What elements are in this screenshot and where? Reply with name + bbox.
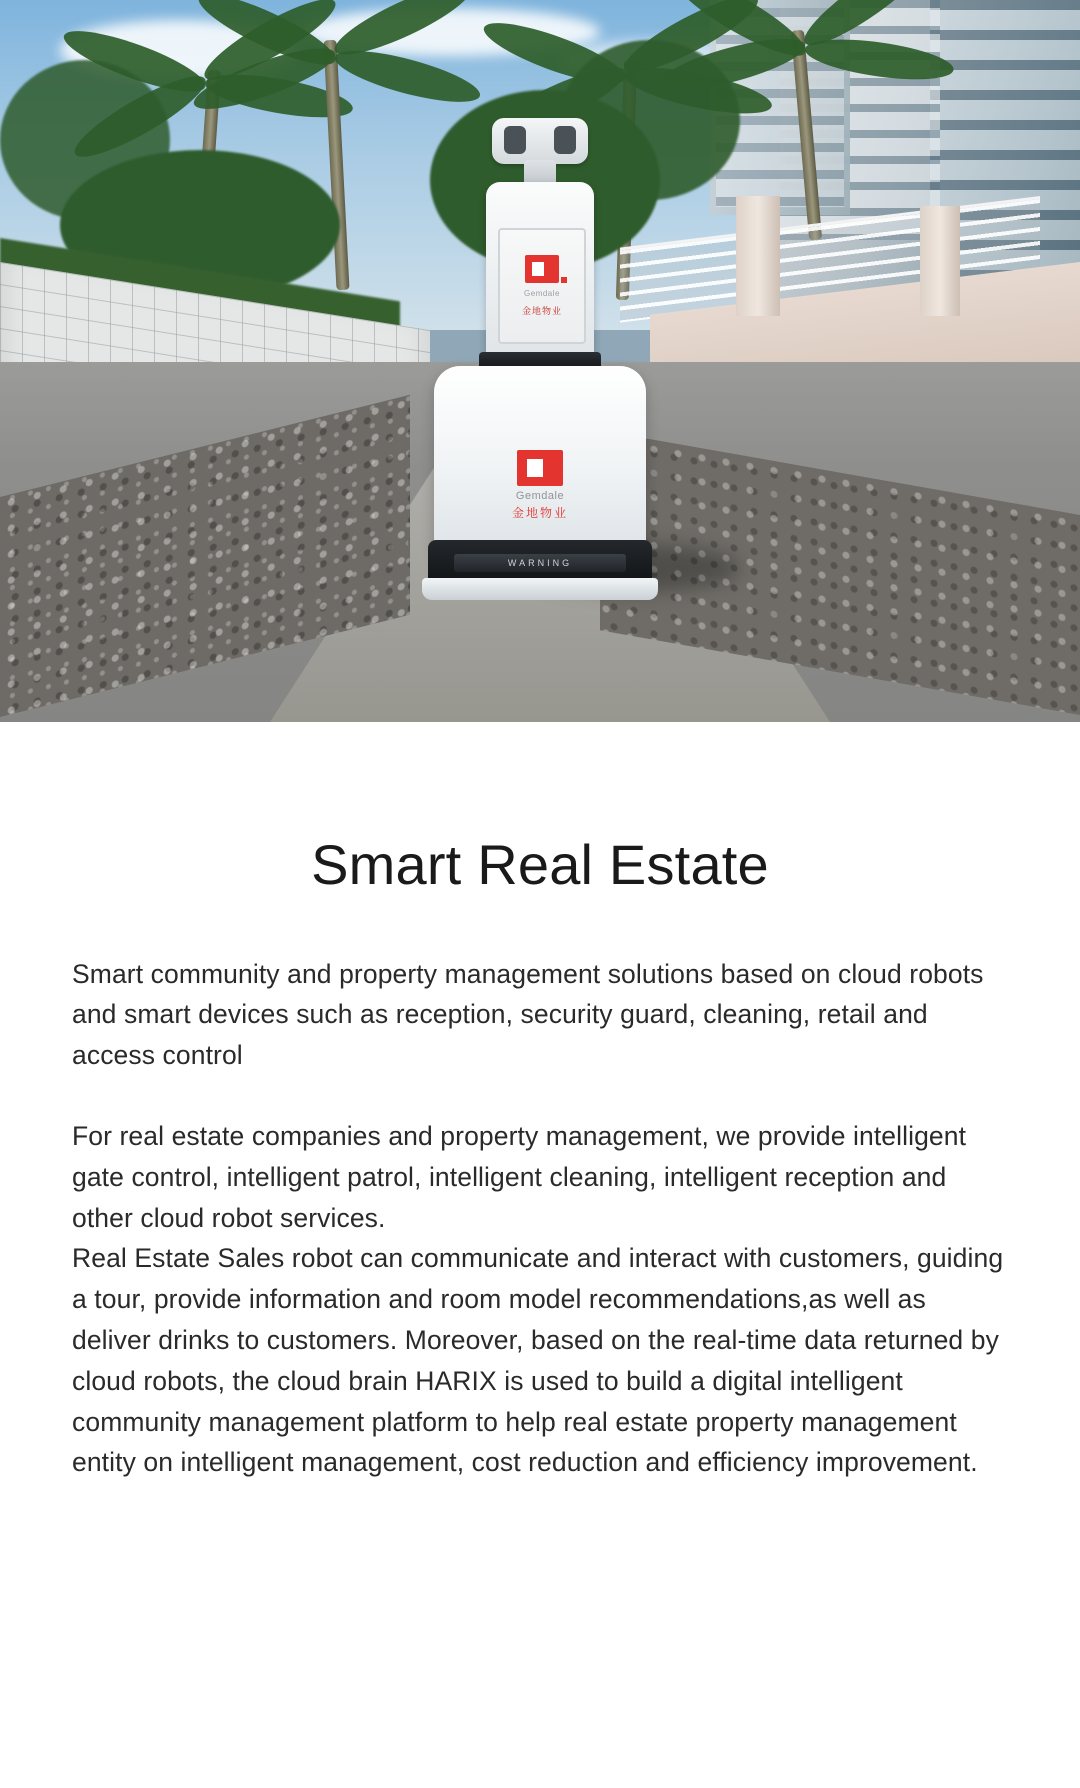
robot-camera-left xyxy=(504,126,526,154)
robot-bumper-strip xyxy=(454,554,626,572)
article-lead-paragraph: Smart community and property management solutions based on cloud robots and smart devices such as reception, security guard, cleaning, retail and access control xyxy=(72,958,984,1071)
foliage xyxy=(0,60,170,220)
robot-screen-brand-cn: 金地物业 xyxy=(521,306,562,316)
palm-trunk xyxy=(791,30,822,240)
robot-display-column xyxy=(486,182,594,364)
article-paragraph-1: For real estate companies and property management, we provide intelligent gate control, intelligent patrol, intelligent cleaning, intelligent reception and other cloud robot services. xyxy=(72,1120,967,1233)
robot-body-badge xyxy=(497,450,583,521)
gemdale-logo-icon xyxy=(525,255,559,283)
gate-pillar xyxy=(736,196,780,316)
robot-body-brand-en: Gemdale xyxy=(515,490,565,502)
article-content xyxy=(0,722,1080,1483)
robot-body xyxy=(434,366,646,556)
robot-warning-label: WARNING xyxy=(507,558,573,568)
gate-pillar xyxy=(920,206,960,316)
palm-frond xyxy=(331,41,485,113)
hero-image xyxy=(0,0,1080,722)
page-title: Smart Real Estate xyxy=(311,833,769,896)
robot-camera-right xyxy=(554,126,576,154)
foliage xyxy=(560,40,740,200)
robot-body-brand-cn: 金地物业 xyxy=(511,506,568,520)
robot-base xyxy=(422,578,658,600)
article-paragraph-2: Real Estate Sales robot can communicate and interact with customers, guiding a tour, provide information and room model recommendations,as well as deliver drinks to customers. Moreover, based on the real-time data returned by cloud robots, the cloud brain HARIX is used to build a digital intelligent community management platform to help real estate property management entity on intelligent management, cost reduction and efficiency improvement. xyxy=(72,1243,1004,1478)
robot-screen xyxy=(498,228,586,344)
gemdale-logo-icon xyxy=(517,450,563,486)
palm-frond xyxy=(803,32,956,87)
robot-screen-brand-en: Gemdale xyxy=(524,289,560,298)
logo-dot-icon xyxy=(561,277,567,283)
robot-sensor-head xyxy=(492,118,588,164)
hero-scene xyxy=(0,0,1080,722)
